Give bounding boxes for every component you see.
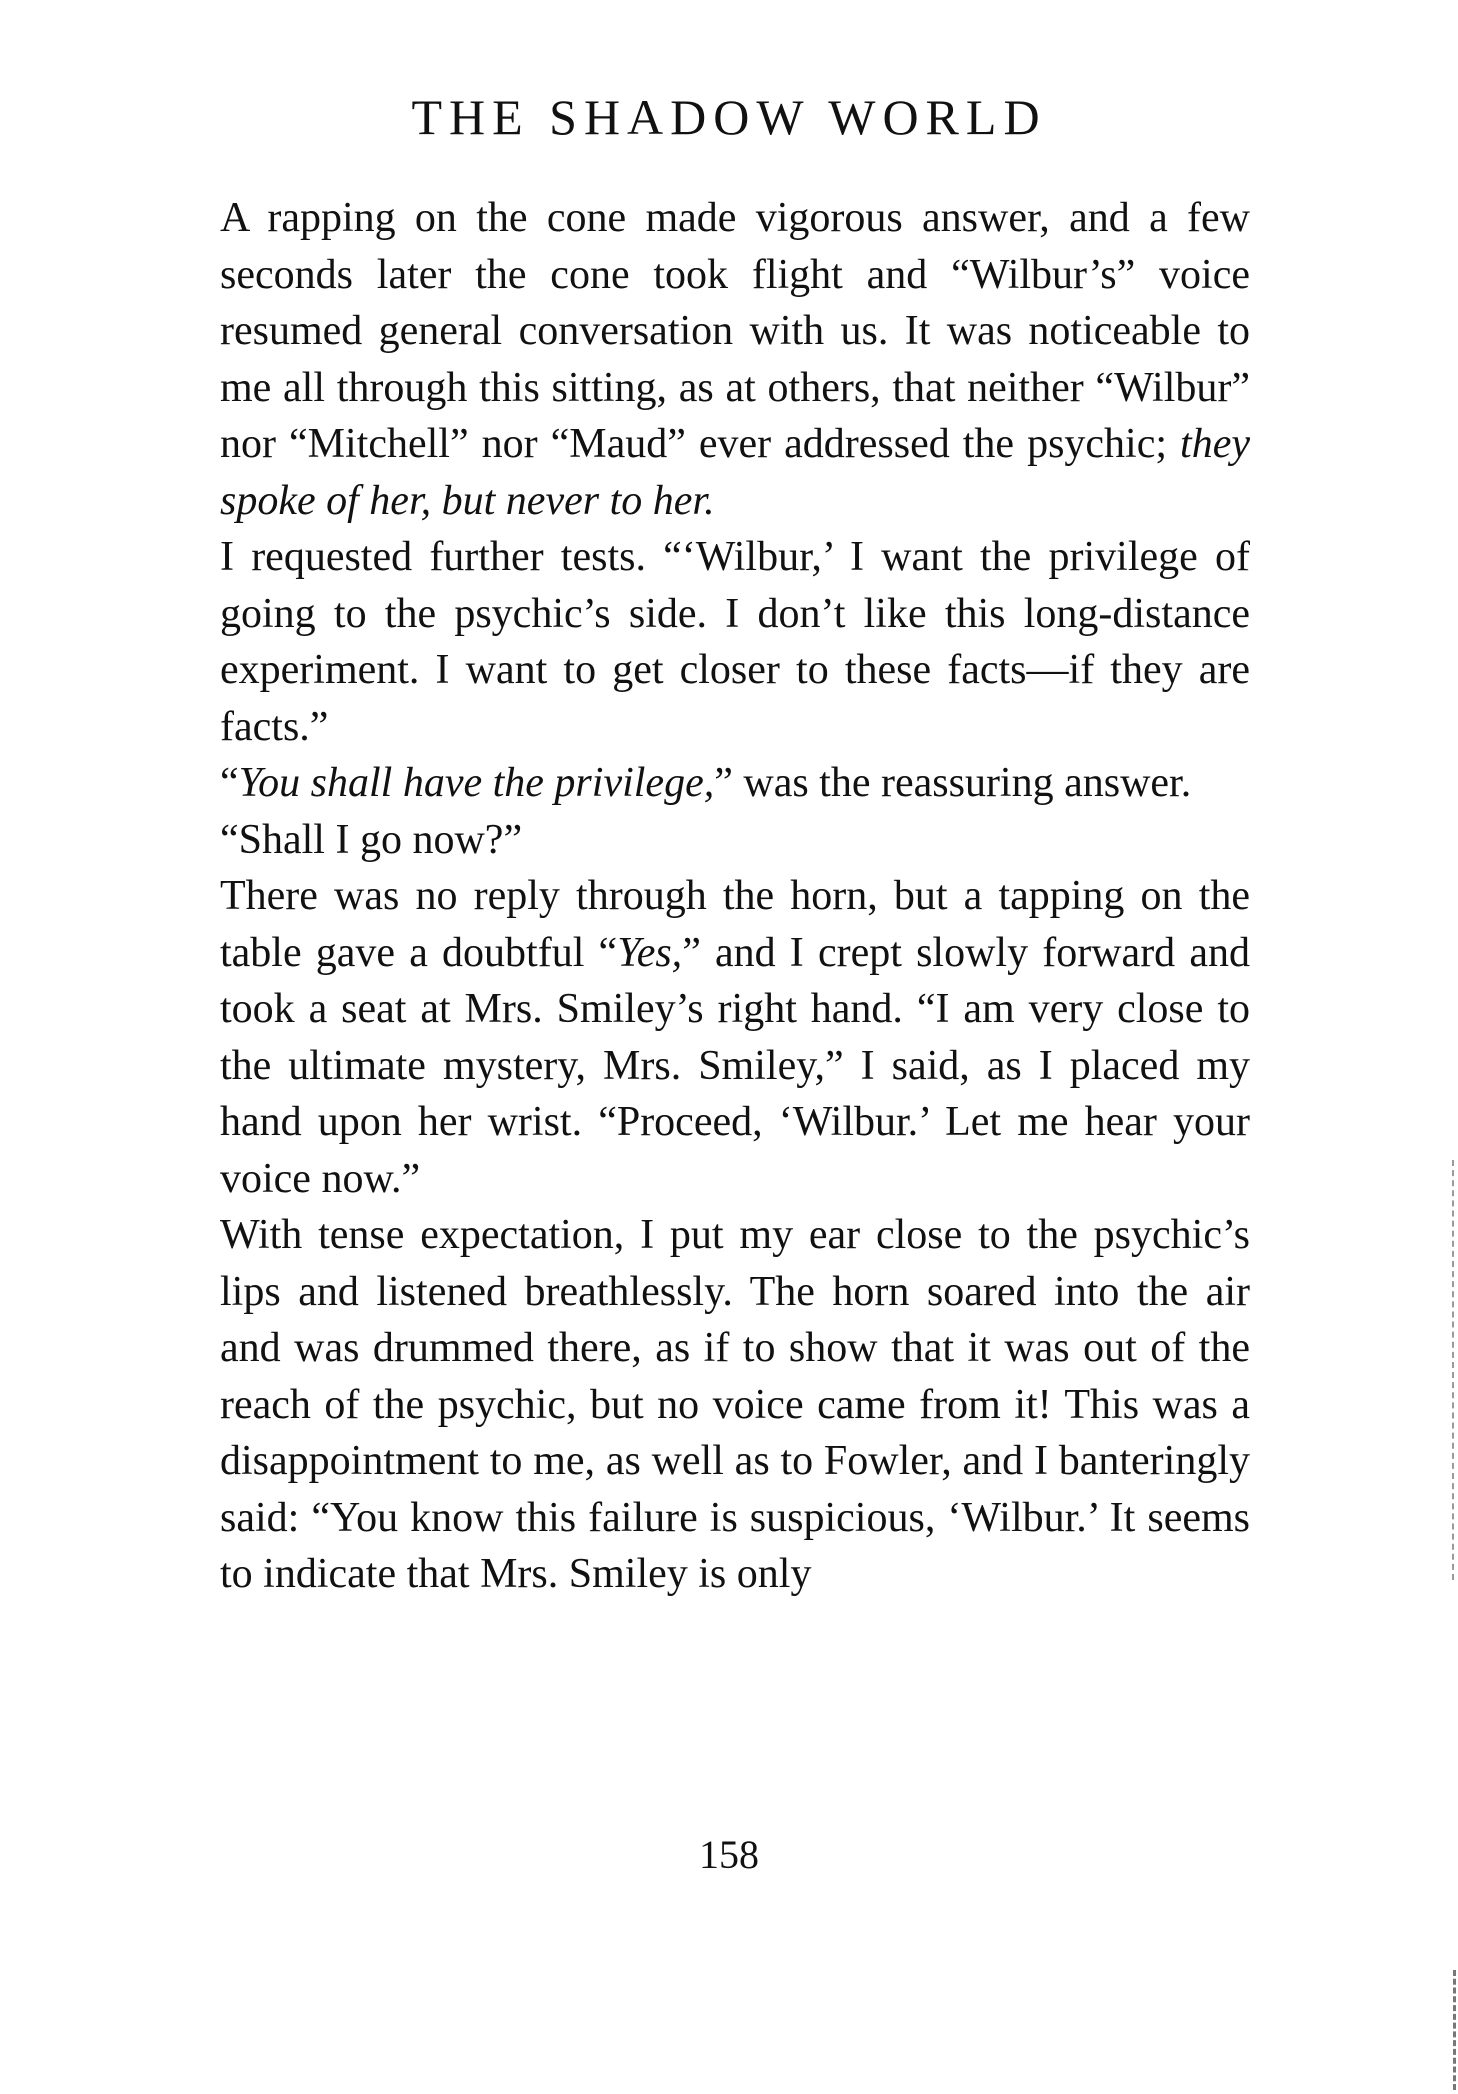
running-title: THE SHADOW WORLD bbox=[411, 89, 1047, 145]
body-text bbox=[220, 190, 1250, 1603]
paragraph bbox=[220, 529, 1250, 755]
paragraph bbox=[220, 190, 1250, 529]
scan-edge-marks bbox=[1449, 1970, 1456, 2090]
scan-edge-marks bbox=[1448, 1160, 1454, 1580]
paragraph bbox=[220, 868, 1250, 1207]
text-run: “Shall I go now?” bbox=[220, 816, 523, 863]
text-run: ” was the reassuring answer. bbox=[714, 760, 1192, 806]
text-run: There was no reply through the horn, but a tapping on the table gave a doubtful “ bbox=[220, 873, 1250, 976]
text-run: “ bbox=[220, 760, 239, 806]
text-run: ” and I crept slowly forward and took a seat at Mrs. Smiley’s right hand. “I am very close to the ultimate mystery, Mrs. Smiley,” I said, as I placed my hand upon her wrist. “Proceed, ‘Wilbur.’ Let me hear your voice now.” bbox=[220, 929, 1250, 1202]
italic-text-run: they spoke of her, but never to her. bbox=[220, 421, 1250, 524]
text-run: I requested further tests. “‘Wilbur,’ I want the privilege of going to the psychic’s side. I don’t like this long-distance experiment. I want to get closer to these facts—if they are facts.” bbox=[220, 534, 1250, 750]
text-run: A rapping on the cone made vigorous answer, and a few seconds later the cone took flight and “Wilbur’s” voice resumed general conversation with us. It was noticeable to me all through this sitting, as at others, that neither “Wilbur” nor “Mitchell” nor “Maud” ever addressed the psychic; bbox=[220, 195, 1250, 467]
italic-text-run: You shall have the privilege, bbox=[238, 760, 715, 806]
text-run: With tense expectation, I put my ear close to the psychic’s lips and listened breathlessly. The horn soared into the air and was drummed there, as if to show that it was out of the reach of the psychic, but no voice came from it! This was a disappointment to me, as well as to Fowler, and I banteringly said: “You know this failure is suspicious, ‘Wilbur.’ It seems to indicate that Mrs. Smiley is only bbox=[220, 1212, 1250, 1597]
paragraph bbox=[220, 755, 1250, 812]
paragraph bbox=[220, 1207, 1250, 1603]
page-number: 158 bbox=[699, 1832, 759, 1877]
italic-text-run: Yes, bbox=[617, 929, 683, 976]
paragraph bbox=[220, 812, 1250, 869]
